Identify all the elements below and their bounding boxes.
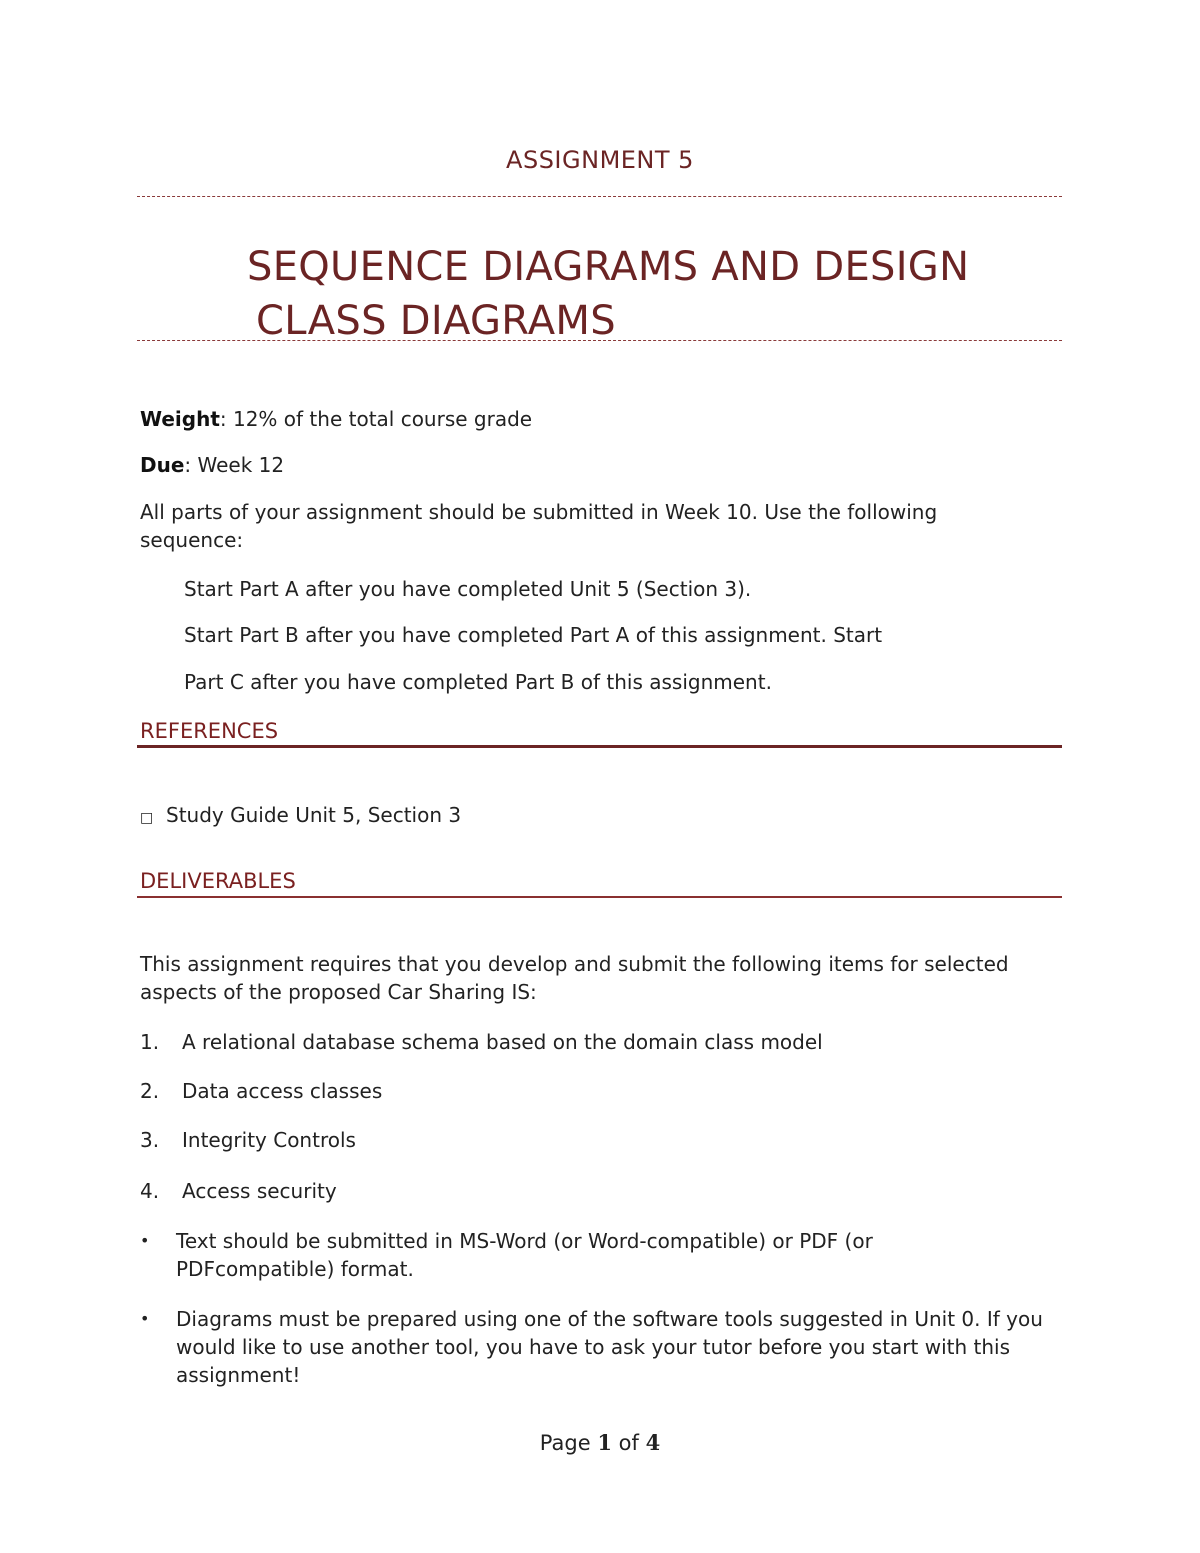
dashed-divider-top (137, 196, 1062, 197)
deliverables-heading: DELIVERABLES (140, 869, 296, 893)
page-number: 1 (597, 1430, 612, 1455)
sequence-item: Start Part B after you have completed Part A of this assignment. Start (184, 623, 883, 647)
item-number: 4. (140, 1179, 160, 1203)
item-text: Access security (182, 1179, 337, 1203)
weight-line (140, 405, 1040, 433)
item-number: 2. (140, 1079, 160, 1103)
sequence-item: Part C after you have completed Part B of this assignment. (184, 670, 772, 694)
document-title (247, 240, 1067, 348)
title-line-1: SEQUENCE DIAGRAMS AND DESIGN (247, 244, 970, 290)
page-footer (0, 1430, 1200, 1455)
page-total: 4 (645, 1430, 661, 1455)
references-rule (137, 745, 1062, 748)
bullet-dot: • (140, 1231, 150, 1250)
item-number: 3. (140, 1128, 160, 1152)
page-word: Page (539, 1431, 591, 1455)
numbered-item (140, 1177, 337, 1205)
weight-label: Weight (140, 407, 220, 431)
bullet-text: Text should be submitted in MS-Word (or Word-compatible) or PDF (or PDFcompatible) format. (176, 1229, 873, 1281)
assignment-number: ASSIGNMENT 5 (506, 146, 694, 174)
item-text: Data access classes (182, 1079, 383, 1103)
references-heading: REFERENCES (140, 719, 279, 743)
sequence-item: Start Part A after you have completed Unit 5 (Section 3). (184, 577, 752, 601)
of-word: of (618, 1431, 639, 1455)
dashed-divider-bottom (137, 340, 1062, 341)
reference-text: Study Guide Unit 5, Section 3 (166, 803, 462, 827)
title-line-2: CLASS DIAGRAMS (256, 298, 616, 344)
numbered-item (140, 1077, 382, 1105)
numbered-item (140, 1028, 823, 1056)
numbered-item (140, 1126, 356, 1154)
bullet-item (140, 1227, 1065, 1283)
due-line (140, 451, 1040, 479)
intro-paragraph: All parts of your assignment should be submitted in Week 10. Use the following sequence: (140, 500, 938, 552)
item-text: A relational database schema based on the domain class model (182, 1030, 823, 1054)
book-icon: □ (140, 810, 154, 826)
weight-value: : 12% of the total course grade (219, 407, 533, 431)
bullet-item (140, 1305, 1065, 1389)
bullet-dot: • (140, 1309, 150, 1328)
deliverables-intro: This assignment requires that you develop and submit the following items for selected aspects of the proposed Car Sharing IS: (140, 952, 1009, 1004)
due-label: Due (140, 453, 185, 477)
item-text: Integrity Controls (182, 1128, 356, 1152)
item-number: 1. (140, 1030, 160, 1054)
reference-item (140, 801, 461, 832)
due-value: : Week 12 (184, 453, 285, 477)
bullet-text: Diagrams must be prepared using one of the software tools suggested in Unit 0. If you would like to use another tool, you have to ask your tutor before you start with this assignment! (176, 1307, 1043, 1387)
deliverables-rule (137, 896, 1062, 898)
